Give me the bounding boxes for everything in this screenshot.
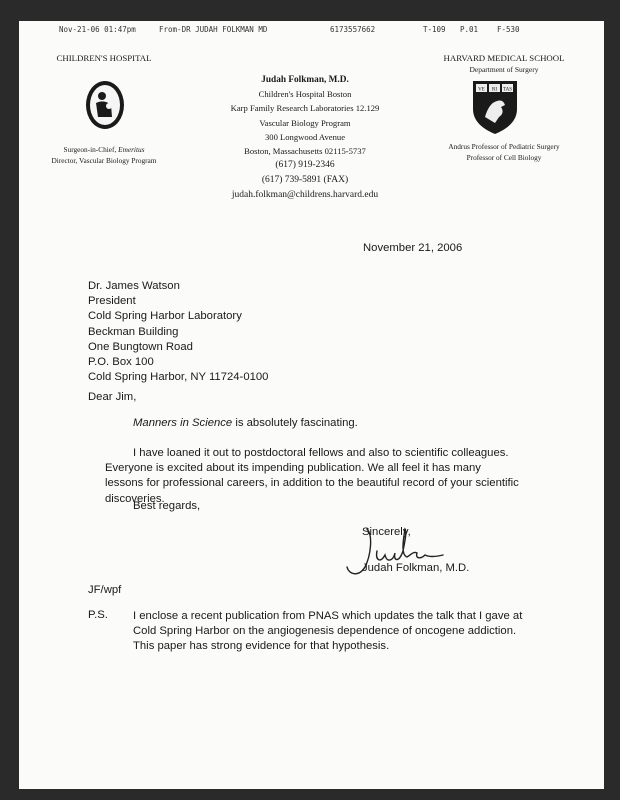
fax-phone: 6173557662	[330, 25, 376, 34]
initials: JF/wpf	[88, 584, 122, 596]
paragraph-1-text: is absolutely fascinating.	[232, 417, 358, 429]
closing-sincerely: Sincerely,	[362, 526, 411, 538]
fax-page: P.01	[460, 25, 479, 34]
fax-t: T-109	[423, 25, 446, 34]
left-titles	[29, 144, 179, 166]
address-line: Cold Spring Harbor, NY 11724-0100	[88, 371, 269, 384]
closing-best-regards: Best regards,	[133, 500, 201, 512]
childrens-hospital-logo	[84, 79, 126, 131]
address-line: Dr. James Watson	[88, 280, 180, 292]
letterhead-line: Boston, Massachusetts 02115-5737	[244, 146, 366, 157]
address-line: Beckman Building	[88, 325, 179, 338]
letterhead-center	[199, 73, 411, 203]
letterhead-phone: (617) 919-2346	[275, 160, 335, 171]
letterhead-line: Karp Family Research Laboratories 12.129	[230, 103, 380, 114]
book-title: Manners in Science	[133, 417, 233, 429]
title1: Surgeon-in-Chief,	[63, 145, 119, 154]
address-line: Cold Spring Harbor Laboratory	[88, 310, 242, 323]
fax-from: From-DR JUDAH FOLKMAN MD	[159, 25, 268, 34]
ps-label: P.S.	[88, 609, 108, 621]
address-line: P.O. Box 100	[88, 356, 154, 369]
postscript: I enclose a recent publication from PNAS which updates the talk that I gave at Cold Spring Harbor on the angiogenesis dependence of oncogene addiction. This paper has strong evidence for that hypothesis.	[133, 610, 523, 653]
paragraph-1	[133, 417, 358, 429]
harvard-name: HARVARD MEDICAL SCHOOL	[443, 53, 565, 63]
letterhead-line: Vascular Biology Program	[259, 117, 351, 128]
recipient-address	[88, 279, 268, 385]
shield-ri: RI	[492, 87, 497, 93]
letterhead-name: Judah Folkman, M.D.	[261, 75, 349, 85]
shield-ve: VE	[478, 87, 485, 93]
title2: Director, Vascular Biology Program	[51, 156, 157, 165]
fax-date: Nov-21-06 01:47pm	[59, 25, 136, 34]
harvard-title1: Andrus Professor of Pediatric Surgery	[448, 142, 560, 151]
address-line: President	[88, 295, 136, 308]
paragraph-2: I have loaned it out to postdoctoral fellows and also to scientific colleagues. Everyone is excited about its impending publication. We all feel it has many lessons for professional careers, in addition to the beautiful record of your scientific discoveries.	[105, 447, 519, 505]
letterhead-fax: (617) 739-5891 (FAX)	[261, 175, 349, 186]
childrens-hospital-name: CHILDREN'S HOSPITAL	[56, 53, 152, 63]
harvard-shield-logo	[471, 79, 519, 135]
address-line: One Bungtown Road	[88, 340, 193, 353]
letter-date: November 21, 2006	[363, 242, 463, 254]
letterhead-line: Children's Hospital Boston	[258, 89, 352, 100]
letter-page	[19, 21, 604, 789]
letterhead-line: 300 Longwood Avenue	[264, 131, 346, 142]
title1-emeritus: Emeritus	[118, 145, 145, 154]
shield-tas: TAS	[502, 87, 513, 93]
signer-name: Judah Folkman, M.D.	[362, 562, 470, 574]
fax-f: F-530	[497, 25, 520, 34]
harvard-department: Department of Surgery	[469, 65, 539, 74]
letterhead-email: judah.folkman@childrens.harvard.edu	[231, 190, 379, 201]
harvard-title2: Professor of Cell Biology	[466, 153, 542, 162]
salutation: Dear Jim,	[88, 391, 137, 403]
harvard-titles	[414, 141, 594, 163]
